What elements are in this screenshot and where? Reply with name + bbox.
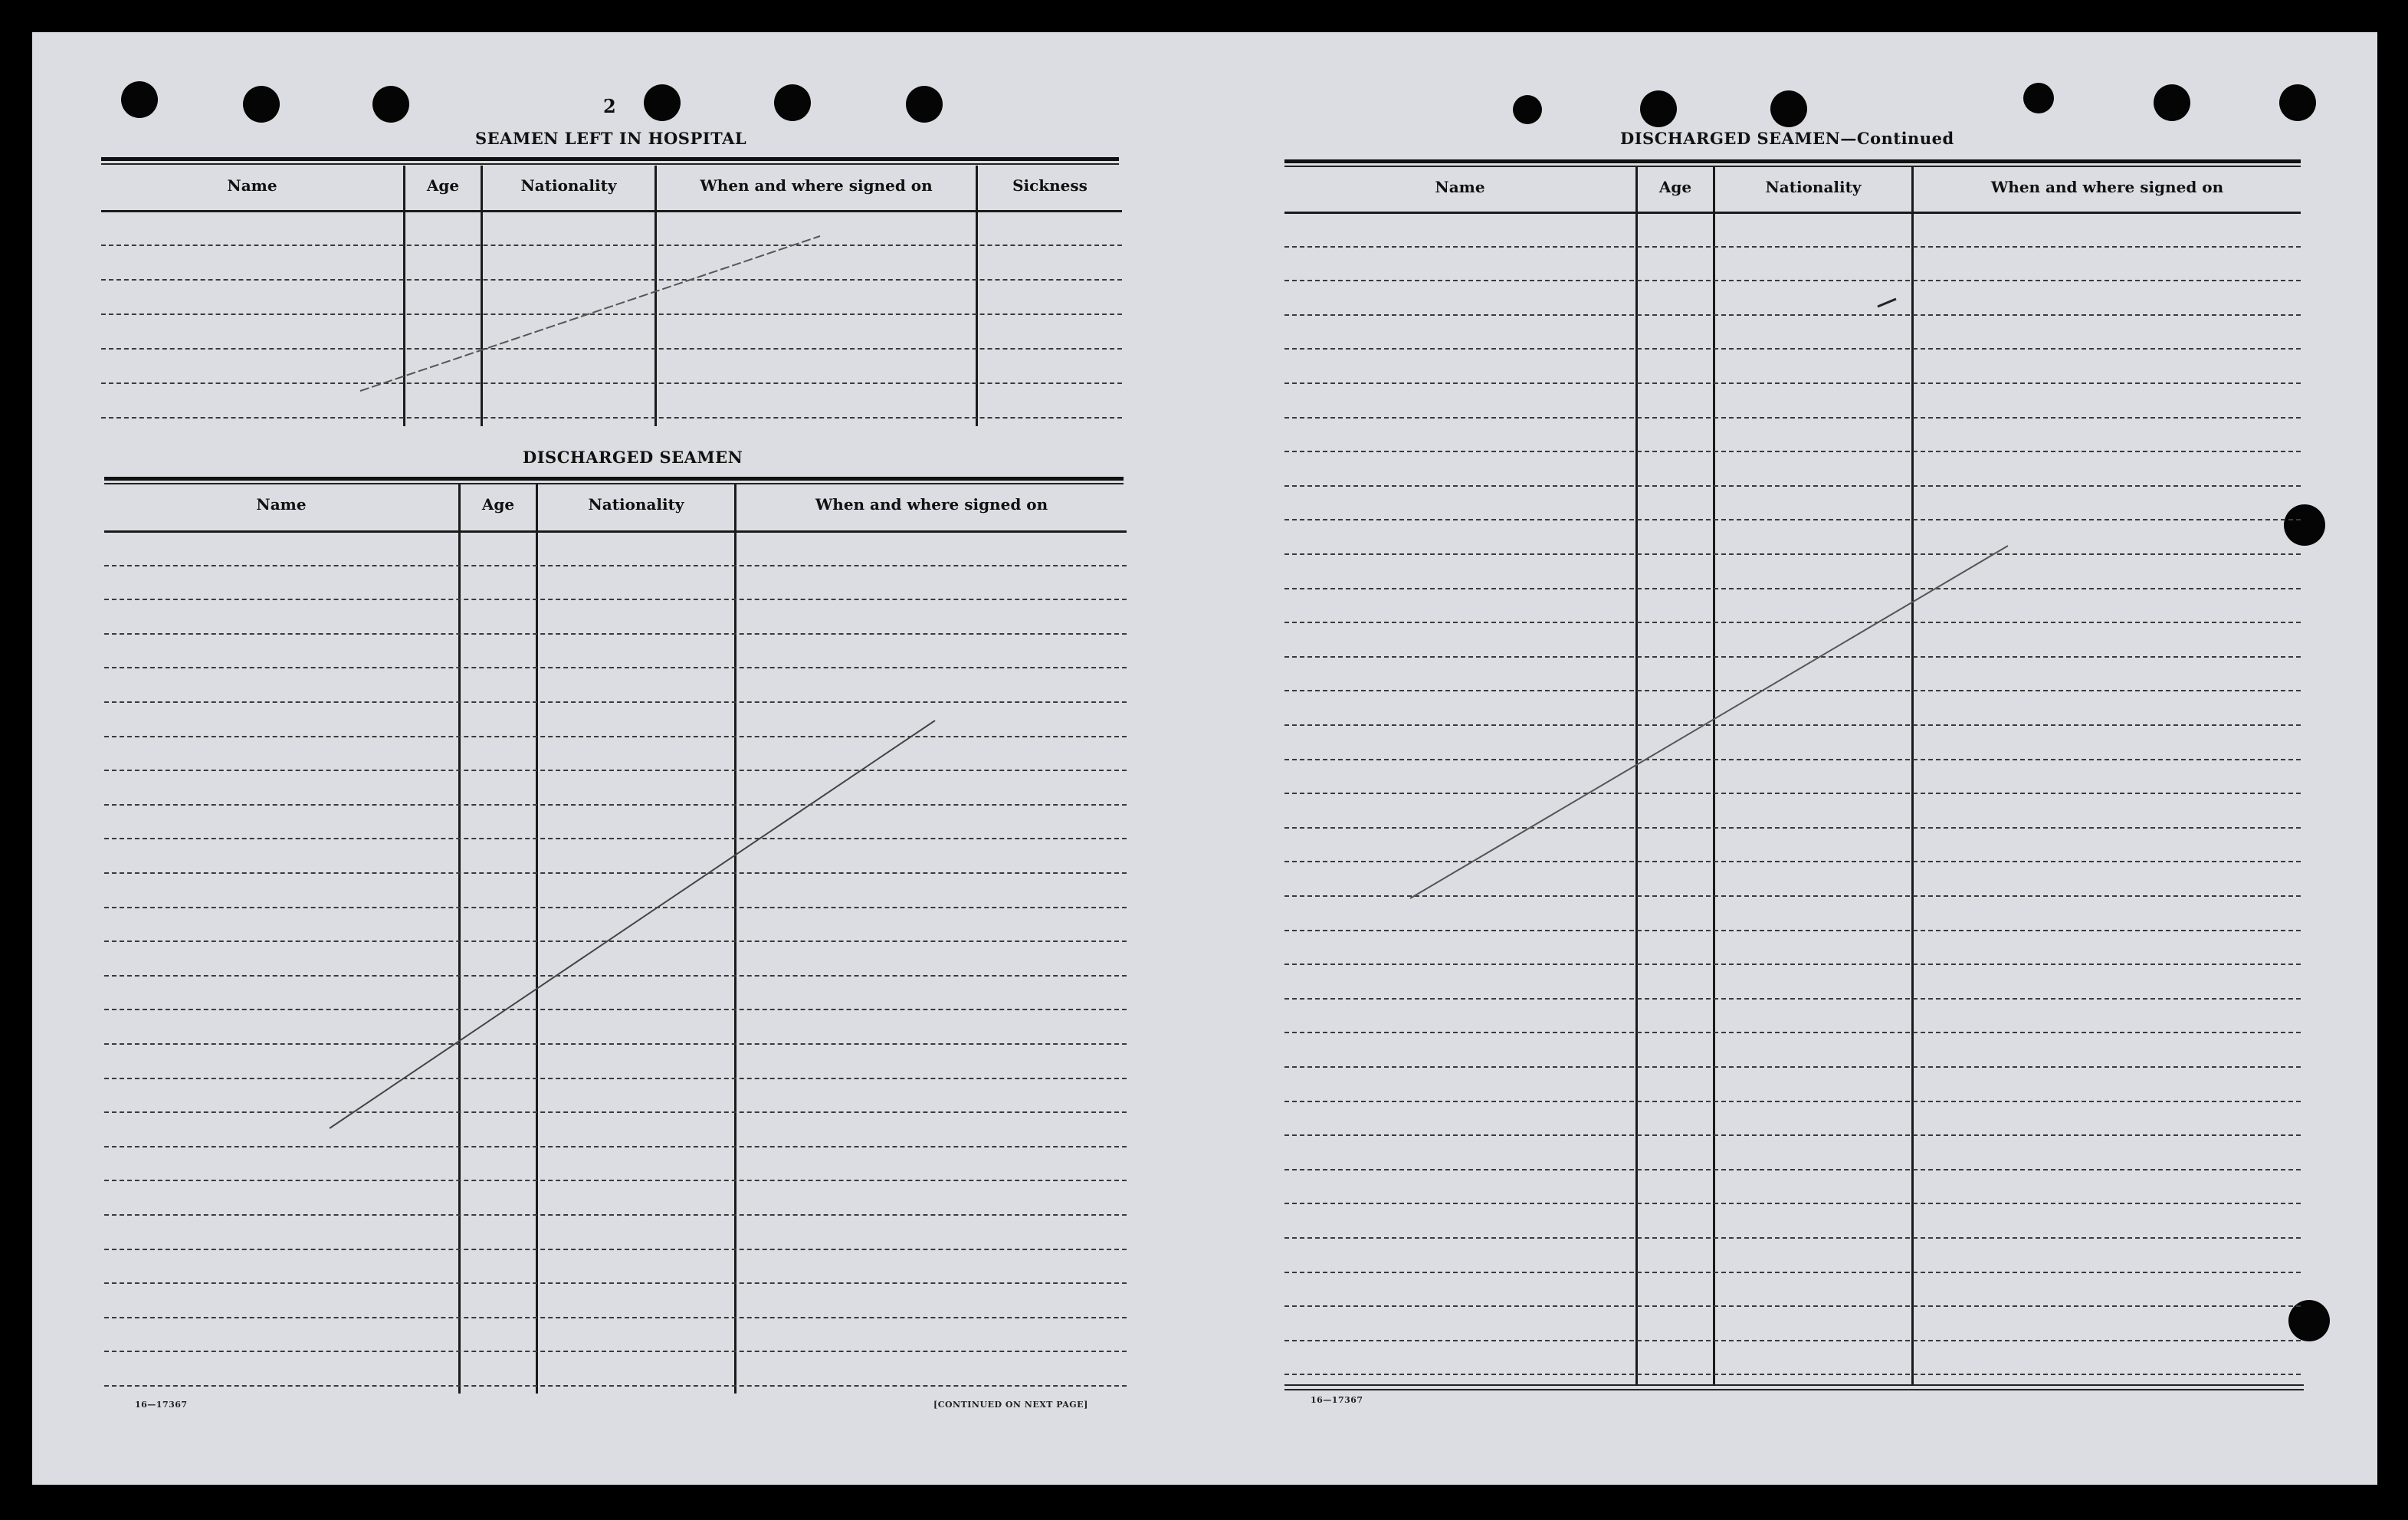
form-number: 16—17367 [135,1400,188,1410]
pencil-strike-line [360,236,820,391]
discharged-continued-title-main: DISCHARGED SEAMEN [1620,129,1841,148]
column-header-age: Age [426,176,460,195]
page-number: 2 [603,95,616,117]
column-header-nationality: Nationality [1765,178,1862,196]
column-header-nationality: Nationality [588,495,684,514]
pencil-strike-line [1410,546,2008,898]
pencil-strike-line [330,721,935,1128]
form-number: 16—17367 [1311,1395,1363,1405]
column-header-nationality: Nationality [520,176,617,195]
hospital-section-title: SEAMEN LEFT IN HOSPITAL [475,129,747,148]
pencil-tick [1878,299,1896,307]
column-header-signed-on: When and where signed on [1990,178,2224,196]
column-header-signed-on: When and where signed on [815,495,1048,514]
column-header-name: Name [227,176,277,195]
continued-note: [CONTINUED ON NEXT PAGE] [933,1400,1088,1410]
column-header-sickness: Sickness [1012,176,1088,195]
discharged-section-title: DISCHARGED SEAMEN [523,448,743,467]
column-header-age: Age [1658,178,1692,196]
discharged-continued-title-suffix: —Continued [1840,129,1954,148]
column-header-age: Age [481,495,515,514]
column-header-name: Name [256,495,307,514]
column-header-signed-on: When and where signed on [700,176,933,195]
column-header-name: Name [1435,178,1485,196]
